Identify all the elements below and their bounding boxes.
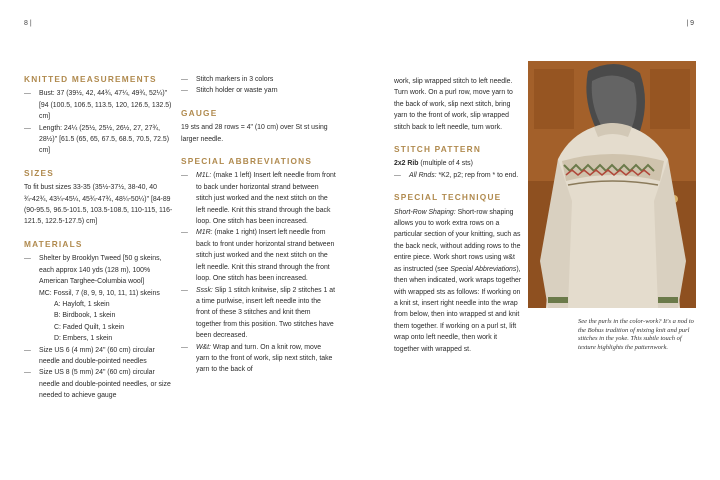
column-2 bbox=[181, 74, 336, 376]
technique-reference: Special Abbreviations bbox=[450, 265, 517, 273]
technique-text-2: ), then when indicated, work wraps together with wrapped sts as follows: If working on a knit st, insert right needle into the wrap from below, then into wrapped st and knit them together. If working on a purl st, lift wrap onto left needle, then work it together with wrapped st. bbox=[394, 265, 522, 353]
abbr-m1r bbox=[181, 227, 336, 284]
yarn-color-d: D: Embers, 1 skein bbox=[54, 335, 113, 343]
sizes-text: To fit bust sizes 33-35 (35½-37½, 38-40, 40 ¾-42¾, 43¼-45¼, 45¾-47¾, 48¼-50¼)" [84-89 (90-95.5, 96.5-101.5, 103.5-108.5, 110-115, 116-121.5, 122.5-127.5) cm] bbox=[24, 184, 173, 226]
yarn-color-a: A: Hayloft, 1 skein bbox=[54, 300, 110, 308]
abbr-definition: (make 1 left) Insert left needle from front to back under horizontal strand between stitch just worked and the next stitch on the left needle. Knit this strand through the back loop. One stitch has been increased. bbox=[196, 172, 336, 226]
materials-list-continued bbox=[181, 74, 336, 97]
sizes-heading: SIZES bbox=[24, 167, 54, 178]
abbr-term: Sssk: bbox=[196, 286, 213, 294]
abbr-definition: Slip 1 stitch knitwise, slip 2 stitches 1 at a time purlwise, insert left needle into the front of these 3 stitches and knit them together from this position. Two stitches have been decreased. bbox=[196, 286, 336, 340]
abbr-definition: Wrap and turn. On a knit row, move yarn to the front of work, slip next stitch, take yarn to the back of bbox=[196, 343, 333, 374]
measurements-heading: KNITTED MEASUREMENTS bbox=[24, 74, 157, 84]
rib-instruction: *K2, p2; rep from * to end. bbox=[436, 171, 519, 179]
sweater-photo bbox=[528, 61, 696, 308]
yarn-item bbox=[24, 253, 174, 344]
abbr-wt bbox=[181, 342, 336, 376]
length-measurement: — Length: 24¼ (25½, 25½, 26½, 27, 27¾, 28½)" [61.5 (65, 65, 67.5, 68.5, 70.5, 72.5) cm] bbox=[24, 123, 174, 157]
rib-label: All Rnds: bbox=[409, 171, 437, 179]
sweater-illustration bbox=[528, 61, 696, 308]
abbr-sssk bbox=[181, 285, 336, 342]
yarn-description: Shelter by Brooklyn Tweed [50 g skeins, each approx 140 yds (128 m), 100% American Targhee-Columbia wool] bbox=[39, 255, 162, 286]
needle-small: — Size US 6 (4 mm) 24" (60 cm) circular needle and double-pointed needles bbox=[24, 345, 174, 368]
abbreviations-heading: SPECIAL ABBREVIATIONS bbox=[181, 156, 313, 167]
gauge-text: 19 sts and 28 rows = 4" (10 cm) over St st using larger needle. bbox=[181, 124, 328, 143]
bust-measurement: — Bust: 37 (39½, 42, 44¾, 47¼, 49¾, 52¼)" [94 (100.5, 106.5, 113.5, 120, 126.5, 132.5) cm] bbox=[24, 88, 174, 122]
page-number-right: | 9 bbox=[686, 20, 694, 27]
column-3 bbox=[394, 76, 522, 355]
abbr-m1l bbox=[181, 170, 336, 227]
abbr-definition: (make 1 right) Insert left needle from back to front under horizontal strand between stitch just worked and the next stitch on the left needle. Knit this strand through the front loop. One stitch has been increased. bbox=[196, 229, 335, 283]
photo-caption: See the purls in the color-work? It's a nod to the Bohus tradition of mixing knit and purl stitches in the yoke. This subtle touch of texture highlights the patternwork. bbox=[578, 318, 694, 351]
yarn-color-mc: MC: Fossil, 7 (8, 9, 9, 10, 11, 11) skeins bbox=[39, 289, 160, 297]
needle-large: — Size US 8 (5 mm) 24" (60 cm) circular needle and double-pointed needles, or size needed to achieve gauge bbox=[24, 367, 174, 401]
abbr-term: W&t: bbox=[196, 343, 211, 351]
abbr-term: M1R: bbox=[196, 229, 213, 237]
rib-title: 2x2 Rib bbox=[394, 160, 419, 168]
gauge-heading: GAUGE bbox=[181, 107, 218, 118]
yarn-color-c: C: Faded Quilt, 1 skein bbox=[54, 323, 125, 331]
rib-rounds-list bbox=[394, 170, 522, 181]
stitch-holder-item: — Stitch holder or waste yarn bbox=[181, 85, 336, 96]
rib-multiple: (multiple of 4 sts) bbox=[418, 160, 473, 168]
technique-heading: SPECIAL TECHNIQUE bbox=[394, 192, 502, 203]
stitch-markers-item: — Stitch markers in 3 colors bbox=[181, 74, 336, 85]
technique-text bbox=[394, 207, 522, 355]
abbreviations-list bbox=[181, 170, 336, 375]
page-number-left: 8 | bbox=[24, 20, 32, 27]
measurements-list bbox=[24, 88, 174, 156]
yarn-color-b: B: Birdbook, 1 skein bbox=[54, 312, 116, 320]
materials-list bbox=[24, 253, 174, 401]
technique-label: Short-Row Shaping: bbox=[394, 208, 456, 216]
stitch-pattern-heading: STITCH PATTERN bbox=[394, 144, 482, 155]
wrap-turn-continued: work, slip wrapped stitch to left needle. Turn work. On a purl row, move yarn to the back of work, slip next stitch, bring yarn to the front of work, slip wrapped stitch back to left needle, turn work. bbox=[394, 78, 513, 131]
materials-heading: MATERIALS bbox=[24, 238, 83, 249]
rib-all-rounds bbox=[394, 170, 522, 181]
rib-title-line bbox=[394, 158, 522, 169]
column-1 bbox=[24, 74, 174, 402]
abbr-term: M1L: bbox=[196, 172, 212, 180]
technique-text-1: Short-row shaping allows you to work extra rows on a particular section of your knitting, such as the back neck, without adding rows to the entire piece. Work short rows using w&t as instructed (see bbox=[394, 208, 521, 273]
